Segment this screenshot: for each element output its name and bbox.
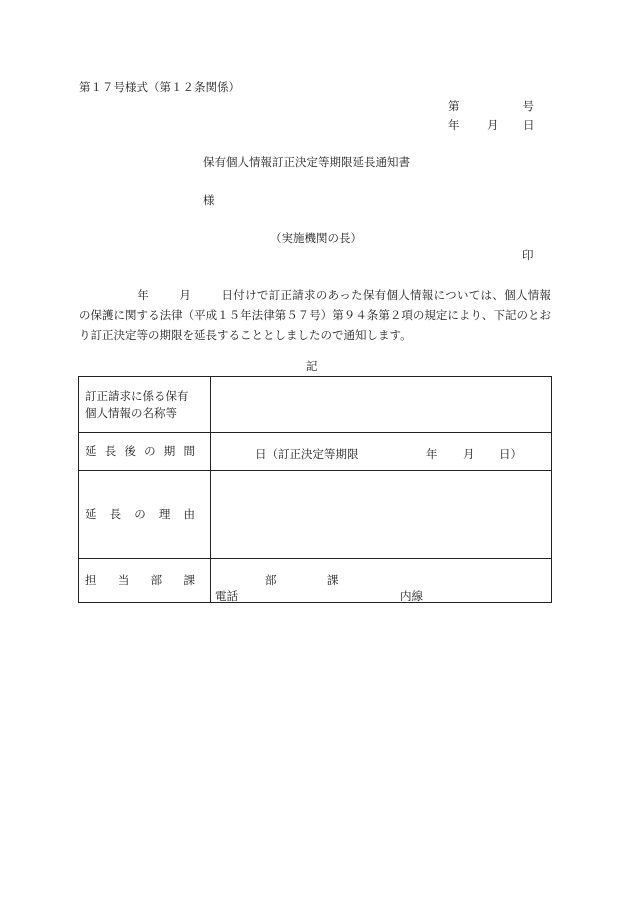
responsible-department-label: [79, 559, 211, 603]
info-name-label: [79, 377, 211, 433]
phone-label: 電話: [215, 589, 238, 603]
period-day-close: 日）: [499, 447, 522, 461]
section-suffix: 課: [327, 573, 339, 587]
extension-label: 内線: [400, 589, 423, 603]
table-row: [79, 377, 552, 433]
label-char: 期: [163, 444, 176, 458]
period-month: 月: [463, 447, 475, 461]
body-text: 日付けで訂正請求のあった保有個人情報については、個人情報の保護に関する法律（平成１５年法律第５７号）第９４条第２項の規定により、下記のとおり訂正決定等の期限を延長することとしましたので通知します。: [79, 288, 552, 342]
label-char: 延: [85, 444, 97, 458]
extended-period-value[interactable]: [211, 433, 552, 471]
record-heading: 記: [306, 359, 318, 373]
label-char: 間: [183, 444, 195, 458]
document-title: 保有個人情報訂正決定等期限延長通知書: [203, 155, 410, 169]
extension-reason-value[interactable]: [211, 471, 552, 559]
department-suffix: 部: [265, 573, 277, 587]
label-char: 後: [124, 444, 136, 458]
period-day-text: 日（訂正決定等期限: [255, 447, 359, 461]
body-paragraph: [79, 285, 551, 345]
extended-period-label: [79, 433, 211, 471]
label-char: 課: [183, 573, 195, 587]
issue-date-year: 年: [448, 118, 460, 132]
form-number: 第１７号様式（第１２条関係）: [79, 80, 240, 94]
extension-reason-label: [79, 471, 211, 559]
label-char: 部: [150, 573, 163, 587]
issue-number-suffix: 号: [522, 99, 534, 113]
label-char: 延: [85, 507, 97, 521]
label-char: 当: [117, 573, 130, 587]
info-name-value[interactable]: [211, 377, 552, 433]
label-char: 由: [183, 507, 195, 521]
table-row: [79, 471, 552, 559]
body-year: 年: [137, 288, 150, 302]
responsible-department-value[interactable]: [211, 559, 552, 603]
period-year: 年: [426, 447, 438, 461]
label-char: 長: [109, 507, 122, 521]
info-name-label-line2: 個人情報の名称等: [85, 405, 177, 420]
record-table: [78, 376, 552, 603]
issue-date-day: 日: [523, 118, 535, 132]
issue-number-prefix: 第: [448, 99, 460, 113]
label-char: 担: [85, 573, 97, 587]
addressee: 様: [203, 193, 215, 207]
table-row: [79, 559, 552, 603]
label-char: 理: [158, 507, 171, 521]
body-month: 月: [179, 288, 192, 302]
issue-date-month: 月: [487, 118, 499, 132]
label-char: 長: [104, 444, 117, 458]
info-name-label-line1: 訂正請求に係る保有: [85, 388, 189, 403]
seal-mark: 印: [522, 248, 534, 262]
issuer-name: （実施機関の長）: [270, 231, 362, 245]
label-char: の: [134, 507, 146, 521]
table-row: [79, 433, 552, 471]
label-char: の: [144, 444, 156, 458]
